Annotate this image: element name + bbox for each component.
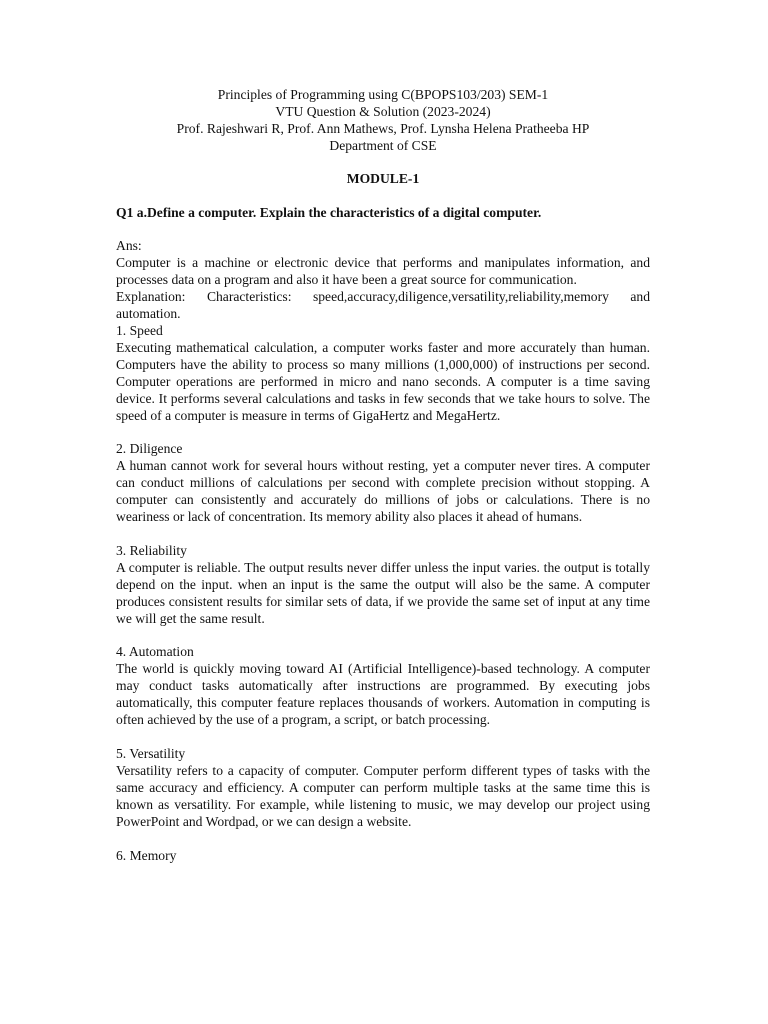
section-heading-automation: 4. Automation: [116, 644, 194, 660]
module-heading: MODULE-1: [346, 170, 420, 186]
section-reliability: [116, 543, 650, 628]
document-header: [116, 87, 650, 155]
definition-paragraph: Computer is a machine or electronic device that performs and manipulates information, and processes data on a program and also it have been a great source for communication.: [116, 255, 650, 288]
authors-line: Prof. Rajeshwari R, Prof. Ann Mathews, Prof. Lynsha Helena Pratheeba HP: [176, 120, 590, 136]
section-text-diligence: A human cannot work for several hours without resting, yet a computer never tires. A computer can conduct millions of calculations per second with complete precision without stopping. A computer can consistently and accurately do millions of jobs or calculations. There is no weariness or lack of concentration. Its memory ability also places it ahead of humans.: [116, 458, 650, 525]
section-text-automation: The world is quickly moving toward AI (Artificial Intelligence)-based technology. A computer may conduct tasks automatically after instructions are programmed. By executing jobs automatically, this computer feature replaces thousands of workers. Automation in computing is often achieved by the use of a program, a script, or batch processing.: [116, 661, 650, 728]
document-subtitle: VTU Question & Solution (2023-2024): [275, 103, 491, 119]
section-heading-memory: 6. Memory: [116, 847, 177, 863]
section-text-speed: Executing mathematical calculation, a computer works faster and more accurately than human. Computers have the ability to process so many millions (1,000,000) of instructions per second. Computer operations are performed in micro and nano seconds. A computer is a time saving device. It performs several calculations and tasks in few seconds that we take hours to solve. The speed of a computer is measure in terms of GigaHertz and MegaHertz.: [116, 339, 650, 423]
section-automation: [116, 644, 650, 729]
section-versatility: [116, 746, 650, 831]
section-memory: [116, 848, 650, 865]
explanation-paragraph: Explanation: Characteristics: speed,accuracy,diligence,versatility,reliability,memory and automation.: [116, 289, 650, 322]
section-heading-versatility: 5. Versatility: [116, 746, 186, 761]
section-text-versatility: Versatility refers to a capacity of computer. Computer perform different types of tasks with the same accuracy and efficiency. A computer can perform multiple tasks at the same time this is known as versatility. For example, while listening to music, we may develop our project using PowerPoint and Wordpad, or we can design a website.: [116, 762, 650, 829]
section-text-reliability: A computer is reliable. The output results never differ unless the input varies. the output is totally depend on the input. when an input is the same the output will also be the same. A computer produces consistent results for similar sets of data, if we provide the same set of input at any time we will get the same result.: [116, 559, 650, 626]
answer-label: Ans:: [116, 238, 142, 254]
section-heading-speed: 1. Speed: [116, 322, 163, 338]
department-line: Department of CSE: [329, 137, 437, 153]
course-title: Principles of Programming using C(BPOPS103/203) SEM-1: [217, 87, 549, 102]
section-diligence: [116, 441, 650, 526]
question-heading: Q1 a.Define a computer. Explain the characteristics of a digital computer.: [116, 204, 542, 220]
answer-intro: [116, 238, 650, 424]
section-heading-reliability: 3. Reliability: [116, 542, 187, 558]
section-heading-diligence: 2. Diligence: [116, 441, 183, 457]
